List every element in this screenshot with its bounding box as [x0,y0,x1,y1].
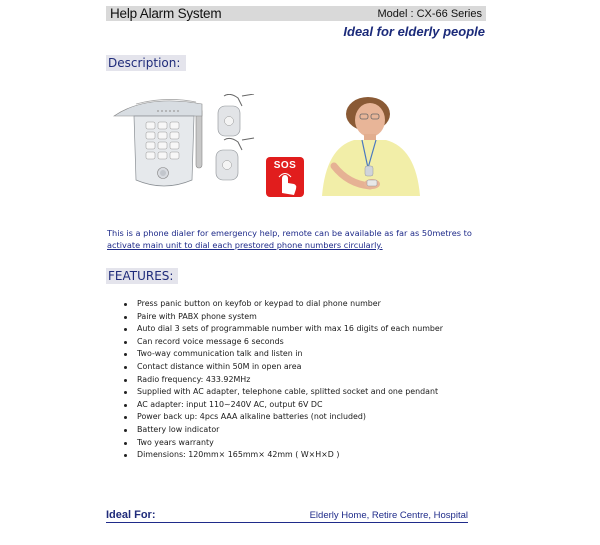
feature-item: Two-way communication talk and listen in [123,348,493,361]
feature-item: Press panic button on keyfob or keypad to dial phone number [123,298,493,311]
ideal-for-label: Ideal For: [106,509,156,521]
ideal-for-row [106,509,468,523]
description-line-2: activate main unit to dial each prestored phone numbers circularly. [107,240,383,250]
feature-item: Two years warranty [123,437,493,450]
features-heading: FEATURES: [106,268,178,284]
description-line-1: This is a phone dialer for emergency help, remote can be available as far as 50metres to [107,228,472,238]
feature-item: AC adapter: input 110~240V AC, output 6V DC [123,399,493,412]
feature-item: Contact distance within 50M in open area [123,361,493,374]
product-image [106,94,260,194]
feature-item: Paire with PABX phone system [123,311,493,324]
ideal-for-value: Elderly Home, Retire Centre, Hospital [309,510,468,521]
page-title: Help Alarm System [110,6,222,21]
feature-item: Dimensions: 120mm× 165mm× 42mm ( W×H×D ) [123,449,493,462]
sos-badge [266,157,304,197]
feature-item: Power back up: 4pcs AAA alkaline batteries (not included) [123,411,493,424]
feature-item: Auto dial 3 sets of programmable number with max 16 digits of each number [123,323,493,336]
description-text [107,227,497,251]
tagline: Ideal for elderly people [343,24,485,39]
features-list [123,298,493,462]
feature-item: Supplied with AC adapter, telephone cable, splitted socket and one pendant [123,386,493,399]
feature-item: Radio frequency: 433.92MHz [123,374,493,387]
feature-item: Battery low indicator [123,424,493,437]
model-label: Model : CX-66 Series [377,7,482,20]
hand-press-icon [266,157,304,197]
header-bar [106,6,486,21]
description-heading: Description: [106,55,186,71]
elderly-woman-photo [304,96,432,196]
feature-item: Can record voice message 6 seconds [123,336,493,349]
sos-label: SOS [273,160,297,171]
